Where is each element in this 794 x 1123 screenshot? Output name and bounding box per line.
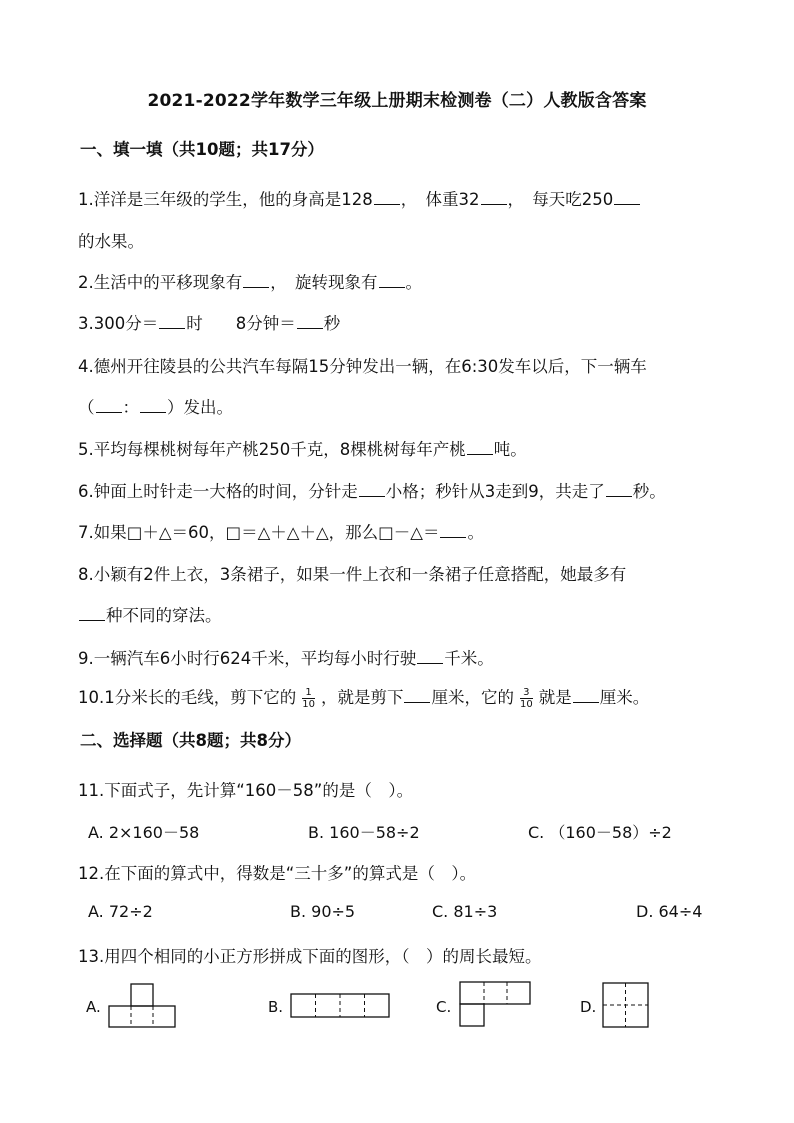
question-1-line-2: 的水果。	[78, 232, 144, 251]
option-13-b-label[interactable]: B.	[268, 998, 284, 1016]
question-8-line-1: 8.小颖有2件上衣，3条裙子，如果一件上衣和一条裙子任意搭配，她最多有	[78, 565, 627, 584]
option-11-c[interactable]: C. （160－58）÷2	[528, 823, 672, 842]
answer-blank[interactable]	[374, 203, 400, 205]
fraction-one-tenth: $\frac{1}{10}$	[302, 687, 315, 710]
option-13-a-label[interactable]: A.	[86, 998, 101, 1016]
option-13-d-label[interactable]: D.	[580, 998, 597, 1016]
answer-blank[interactable]	[606, 495, 632, 497]
page-title: 2021-2022学年数学三年级上册期末检测卷（二）人教版含答案	[147, 91, 647, 111]
question-4-line-1: 4.德州开往陵县的公共汽车每隔15分钟发出一辆，在6:30发车以后，下一辆车	[78, 357, 647, 376]
question-1-line-1: 1.洋洋是三年级的学生，他的身高是128 ， 体重32 ， 每天吃250	[78, 186, 641, 210]
question-6: 6.钟面上时针走一大格的时间，分针走 小格；秒针从3走到9，共走了 秒。	[78, 482, 666, 501]
shape-i-tetromino[interactable]	[290, 992, 392, 1020]
question-4-line-2: （ ： ）发出。	[78, 398, 233, 417]
shape-t-tetromino[interactable]	[108, 982, 180, 1030]
option-12-b[interactable]: B. 90÷5	[290, 902, 356, 921]
shape-l-tetromino[interactable]	[458, 980, 534, 1030]
section-heading-choice: 二、选择题（共8题；共8分）	[80, 731, 301, 750]
answer-blank[interactable]	[614, 203, 640, 205]
answer-blank[interactable]	[481, 203, 507, 205]
question-10: 10.1分米长的毛线，剪下它的 $\frac{1}{10}$ ，就是剪下 厘米，它的 $\frac{3}{10}$ 就是 厘米。	[78, 687, 650, 710]
option-11-a[interactable]: A. 2×160－58	[88, 823, 200, 842]
section-heading-fill: 一、填一填（共10题；共17分）	[80, 140, 324, 159]
answer-blank[interactable]	[467, 453, 493, 455]
answer-blank[interactable]	[243, 286, 269, 288]
answer-blank[interactable]	[79, 619, 105, 621]
answer-blank[interactable]	[379, 286, 405, 288]
answer-blank[interactable]	[417, 662, 443, 664]
option-12-a[interactable]: A. 72÷2	[88, 902, 153, 921]
answer-blank[interactable]	[297, 327, 323, 329]
option-12-d[interactable]: D. 64÷4	[636, 902, 703, 921]
question-8-line-2: 种不同的穿法。	[78, 602, 222, 626]
question-3: 3.300分＝ 时 8分钟＝ 秒	[78, 314, 341, 333]
fraction-three-tenths: $\frac{3}{10}$	[519, 687, 533, 710]
option-11-b[interactable]: B. 160－58÷2	[308, 823, 420, 842]
option-13-c-label[interactable]: C.	[436, 998, 452, 1016]
answer-blank[interactable]	[159, 327, 185, 329]
question-13: 13.用四个相同的小正方形拼成下面的图形，（ ）的周长最短。	[78, 947, 542, 966]
question-11: 11.下面式子，先计算“160－58”的是（ ）。	[78, 781, 414, 800]
question-7: 7.如果□＋△＝60，□＝△＋△＋△，那么□－△＝ 。	[78, 523, 484, 542]
option-12-c[interactable]: C. 81÷3	[432, 902, 498, 921]
question-9: 9.一辆汽车6小时行624千米，平均每小时行驶 千米。	[78, 649, 494, 668]
shape-o-tetromino[interactable]	[602, 981, 652, 1031]
answer-blank[interactable]	[573, 701, 599, 703]
answer-blank[interactable]	[440, 536, 466, 538]
question-12: 12.在下面的算式中，得数是“三十多”的算式是（ ）。	[78, 864, 477, 883]
answer-blank[interactable]	[96, 411, 122, 413]
answer-blank[interactable]	[359, 495, 385, 497]
question-5: 5.平均每棵桃树每年产桃250千克，8棵桃树每年产桃 吨。	[78, 440, 527, 459]
answer-blank[interactable]	[404, 701, 430, 703]
question-2: 2.生活中的平移现象有 ， 旋转现象有 。	[78, 273, 422, 292]
answer-blank[interactable]	[140, 411, 166, 413]
